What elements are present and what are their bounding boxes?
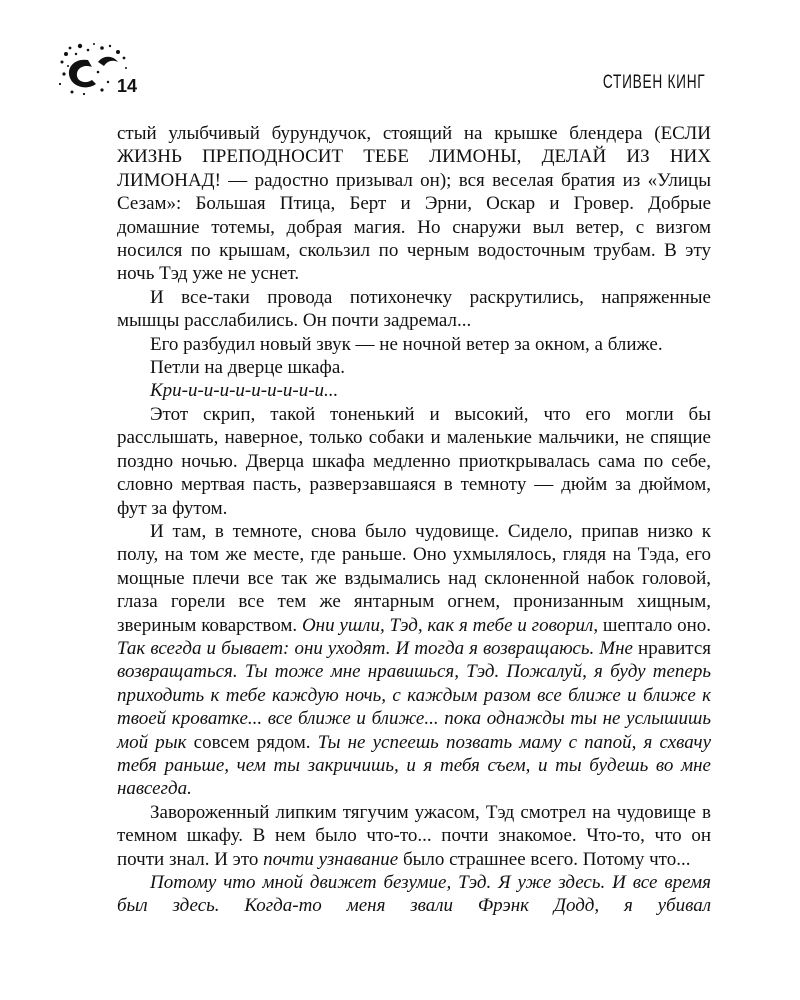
page-number: 14 [117, 76, 138, 96]
paragraph [117, 356, 711, 379]
text-segment: Петли на дверце шкафа. [150, 357, 346, 379]
paragraph [117, 801, 711, 871]
italic-text-segment: возвращаться. Ты тоже мне нравишься, Тэд. Пожалуй, я буду теперь приходить к тебе каждую ночь, с каждым разом все ближе и ближе к твоей кроватке... все ближе и ближе... пока однажды ты не услышишь мой рык [117, 661, 711, 753]
paragraph [117, 403, 711, 520]
italic-text-segment: почти узнавание [263, 848, 399, 870]
paragraph [117, 871, 711, 918]
text-segment: , шептало оно. [593, 614, 711, 636]
text-segment: совсем рядом. [186, 731, 318, 753]
paragraph [117, 520, 711, 801]
text-segment: И все-таки провода потихонечку раскрутились, напряженные мышцы расслабились. Он почти задремал... [117, 286, 711, 332]
text-segment: нравится [632, 637, 711, 659]
paragraph [117, 286, 711, 333]
paragraph [117, 333, 711, 356]
italic-text-segment: Они ушли, Тэд, как я тебе и говорил [301, 614, 594, 636]
text-segment: И там, в темноте, снова было чудовище. Сидело, припав низко к полу, на том же месте, где раньше. Оно ухмылялось, глядя на Тэда, его мощные плечи все так же вздымались над склоненной набок головой, глаза горели все тем же янтарным огнем, пронизанным хищным, звериным коварством. [117, 520, 711, 636]
paragraph [117, 122, 711, 286]
italic-text-segment: Кри-и-и-и-и-и-и-и-и-и... [150, 380, 339, 402]
italic-text-segment: Потому что мной движет безумие, Тэд. Я уже здесь. И все время был здесь. Когда-то меня звали Фрэнк Додд, я убивал [117, 872, 711, 917]
text-segment: Этот скрип, такой тоненький и высокий, что его могли бы расслышать, наверное, только собаки и маленькие мальчики, не спящие поздно ночью. Дверца шкафа медленно приоткрывалась сама по себе, словно мертвая пасть, разверзавшаяся в темноту — дюйм за дюймом, фут за футом. [117, 403, 711, 519]
text-segment: Завороженный липким тягучим ужасом, Тэд смотрел на чудовище в темном шкафу. В нем было что-то... почти знакомое. Что-то, что он почти знал. И это [117, 801, 711, 870]
text-segment: стый улыбчивый бурундучок, стоящий на крышке блендера (ЕСЛИ ЖИЗНЬ ПРЕПОДНОСИТ ТЕБЕ ЛИМОНЫ, ДЕЛАЙ ИЗ НИХ ЛИМОНАД! — радостно призывал он); вся веселая братия из «Улицы Сезам»: Большая Птица, Берт и Эрни, Оскар и Гровер. Добрые домашние тотемы, добрая магия. Но снаружи выл ветер, с визгом носился по крышам, скользил по черным водосточным трубам. В эту ночь Тэд уже не уснет. [117, 123, 711, 285]
italic-text-segment: Ты не успеешь позвать маму с папой, я схвачу тебя раньше, чем ты закричишь, и я тебя съем, и ты будешь во мне навсегда. [117, 731, 712, 800]
paragraph [117, 379, 711, 402]
text-segment: Его разбудил новый звук — не ночной ветер за окном, а ближе. [150, 333, 663, 355]
body-text [117, 122, 711, 918]
running-head-author: СТИВЕН КИНГ [602, 72, 705, 93]
text-segment: было страшнее всего. Потому что... [398, 848, 691, 870]
italic-text-segment: Так всегда и бывает: они уходят. И тогда я возвращаюсь. Мне [117, 637, 633, 659]
